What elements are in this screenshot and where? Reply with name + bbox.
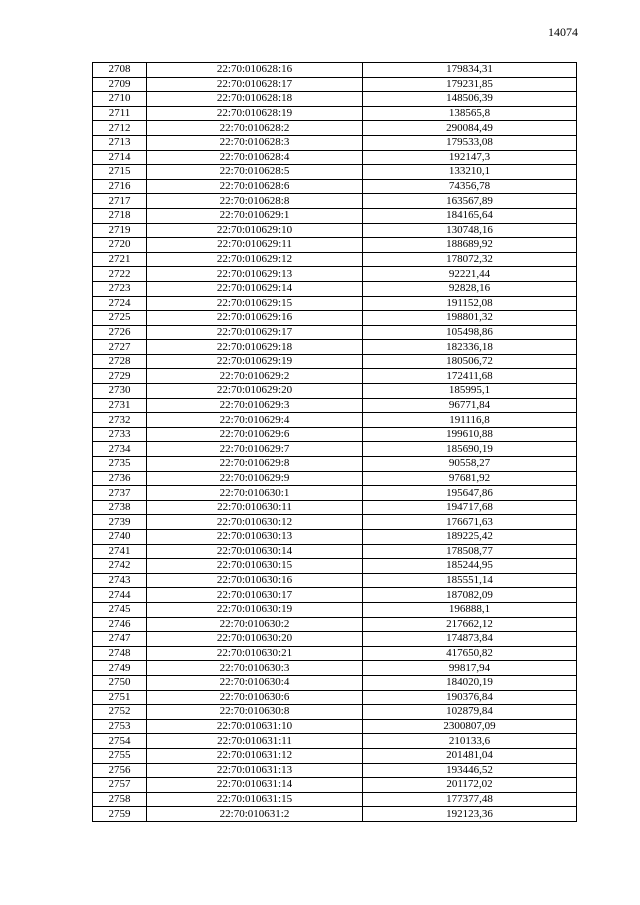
page-number: 14074 xyxy=(548,25,578,39)
cadastral-number-cell: 22:70:010630:8 xyxy=(147,705,363,720)
row-number-cell: 2744 xyxy=(93,588,147,603)
cadastral-number-cell: 22:70:010628:5 xyxy=(147,165,363,180)
row-number-cell: 2711 xyxy=(93,106,147,121)
row-number-cell: 2737 xyxy=(93,486,147,501)
table-row xyxy=(93,223,577,238)
cadastral-number-cell: 22:70:010628:8 xyxy=(147,194,363,209)
cadastral-number-cell: 22:70:010628:16 xyxy=(147,63,363,78)
cadastral-value-cell: 177377,48 xyxy=(363,792,577,807)
table-row xyxy=(93,413,577,428)
cadastral-number-cell: 22:70:010629:4 xyxy=(147,413,363,428)
table-row xyxy=(93,748,577,763)
table-row xyxy=(93,646,577,661)
cadastral-number-cell: 22:70:010630:16 xyxy=(147,573,363,588)
cadastral-value-cell: 217662,12 xyxy=(363,617,577,632)
table-row xyxy=(93,530,577,545)
table-row xyxy=(93,208,577,223)
table-row xyxy=(93,77,577,92)
row-number-cell: 2732 xyxy=(93,413,147,428)
cadastral-value-cell: 290084,49 xyxy=(363,121,577,136)
row-number-cell: 2727 xyxy=(93,340,147,355)
table-row xyxy=(93,457,577,472)
table-body xyxy=(93,63,577,822)
table-row xyxy=(93,354,577,369)
cadastral-number-cell: 22:70:010629:6 xyxy=(147,427,363,442)
table-row xyxy=(93,267,577,282)
cadastral-value-cell: 187082,09 xyxy=(363,588,577,603)
table-row xyxy=(93,92,577,107)
table-row xyxy=(93,675,577,690)
cadastral-value-table xyxy=(92,62,577,822)
cadastral-value-cell: 192123,36 xyxy=(363,807,577,822)
row-number-cell: 2735 xyxy=(93,457,147,472)
cadastral-value-cell: 195647,86 xyxy=(363,486,577,501)
cadastral-number-cell: 22:70:010630:19 xyxy=(147,602,363,617)
cadastral-number-cell: 22:70:010629:16 xyxy=(147,311,363,326)
row-number-cell: 2755 xyxy=(93,748,147,763)
cadastral-number-cell: 22:70:010630:6 xyxy=(147,690,363,705)
cadastral-value-cell: 191116,8 xyxy=(363,413,577,428)
table-row xyxy=(93,690,577,705)
cadastral-number-cell: 22:70:010628:18 xyxy=(147,92,363,107)
cadastral-value-cell: 194717,68 xyxy=(363,500,577,515)
row-number-cell: 2757 xyxy=(93,778,147,793)
table-row xyxy=(93,165,577,180)
table-row xyxy=(93,617,577,632)
table-row xyxy=(93,311,577,326)
row-number-cell: 2758 xyxy=(93,792,147,807)
table-row xyxy=(93,340,577,355)
cadastral-value-cell: 174873,84 xyxy=(363,632,577,647)
cadastral-value-cell: 148506,39 xyxy=(363,92,577,107)
cadastral-number-cell: 22:70:010631:12 xyxy=(147,748,363,763)
table-row xyxy=(93,486,577,501)
table-row xyxy=(93,778,577,793)
table-row xyxy=(93,296,577,311)
row-number-cell: 2715 xyxy=(93,165,147,180)
table-row xyxy=(93,325,577,340)
cadastral-number-cell: 22:70:010631:2 xyxy=(147,807,363,822)
cadastral-value-cell: 97681,92 xyxy=(363,471,577,486)
row-number-cell: 2752 xyxy=(93,705,147,720)
cadastral-number-cell: 22:70:010628:19 xyxy=(147,106,363,121)
row-number-cell: 2745 xyxy=(93,602,147,617)
table-row xyxy=(93,194,577,209)
table-row xyxy=(93,500,577,515)
cadastral-number-cell: 22:70:010628:3 xyxy=(147,135,363,150)
cadastral-value-cell: 201172,02 xyxy=(363,778,577,793)
cadastral-value-cell: 90558,27 xyxy=(363,457,577,472)
cadastral-value-cell: 185551,14 xyxy=(363,573,577,588)
row-number-cell: 2710 xyxy=(93,92,147,107)
row-number-cell: 2751 xyxy=(93,690,147,705)
row-number-cell: 2750 xyxy=(93,675,147,690)
cadastral-number-cell: 22:70:010628:4 xyxy=(147,150,363,165)
row-number-cell: 2720 xyxy=(93,238,147,253)
cadastral-number-cell: 22:70:010629:2 xyxy=(147,369,363,384)
cadastral-number-cell: 22:70:010629:9 xyxy=(147,471,363,486)
cadastral-number-cell: 22:70:010628:2 xyxy=(147,121,363,136)
cadastral-value-cell: 184020,19 xyxy=(363,675,577,690)
row-number-cell: 2712 xyxy=(93,121,147,136)
cadastral-number-cell: 22:70:010630:1 xyxy=(147,486,363,501)
table-row xyxy=(93,281,577,296)
table-row xyxy=(93,121,577,136)
cadastral-number-cell: 22:70:010628:6 xyxy=(147,179,363,194)
cadastral-value-cell: 192147,3 xyxy=(363,150,577,165)
table-row xyxy=(93,398,577,413)
cadastral-number-cell: 22:70:010630:20 xyxy=(147,632,363,647)
cadastral-value-cell: 185690,19 xyxy=(363,442,577,457)
cadastral-number-cell: 22:70:010630:13 xyxy=(147,530,363,545)
cadastral-number-cell: 22:70:010631:13 xyxy=(147,763,363,778)
row-number-cell: 2723 xyxy=(93,281,147,296)
row-number-cell: 2739 xyxy=(93,515,147,530)
cadastral-value-cell: 92221,44 xyxy=(363,267,577,282)
cadastral-number-cell: 22:70:010630:15 xyxy=(147,559,363,574)
cadastral-number-cell: 22:70:010630:21 xyxy=(147,646,363,661)
cadastral-value-cell: 130748,16 xyxy=(363,223,577,238)
cadastral-value-cell: 96771,84 xyxy=(363,398,577,413)
cadastral-value-cell: 179834,31 xyxy=(363,63,577,78)
row-number-cell: 2753 xyxy=(93,719,147,734)
cadastral-number-cell: 22:70:010629:18 xyxy=(147,340,363,355)
cadastral-number-cell: 22:70:010629:1 xyxy=(147,208,363,223)
table-row xyxy=(93,238,577,253)
cadastral-value-cell: 417650,82 xyxy=(363,646,577,661)
table-row xyxy=(93,573,577,588)
cadastral-number-cell: 22:70:010631:14 xyxy=(147,778,363,793)
row-number-cell: 2716 xyxy=(93,179,147,194)
cadastral-value-cell: 199610,88 xyxy=(363,427,577,442)
table-row xyxy=(93,471,577,486)
row-number-cell: 2747 xyxy=(93,632,147,647)
row-number-cell: 2740 xyxy=(93,530,147,545)
cadastral-number-cell: 22:70:010629:20 xyxy=(147,384,363,399)
row-number-cell: 2728 xyxy=(93,354,147,369)
cadastral-number-cell: 22:70:010628:17 xyxy=(147,77,363,92)
cadastral-number-cell: 22:70:010629:17 xyxy=(147,325,363,340)
cadastral-value-cell: 185995,1 xyxy=(363,384,577,399)
table-row xyxy=(93,705,577,720)
table-row xyxy=(93,807,577,822)
row-number-cell: 2726 xyxy=(93,325,147,340)
table-row xyxy=(93,369,577,384)
cadastral-number-cell: 22:70:010629:11 xyxy=(147,238,363,253)
row-number-cell: 2756 xyxy=(93,763,147,778)
row-number-cell: 2759 xyxy=(93,807,147,822)
cadastral-number-cell: 22:70:010630:2 xyxy=(147,617,363,632)
row-number-cell: 2719 xyxy=(93,223,147,238)
cadastral-value-cell: 201481,04 xyxy=(363,748,577,763)
cadastral-number-cell: 22:70:010629:14 xyxy=(147,281,363,296)
table-row xyxy=(93,427,577,442)
table-row xyxy=(93,559,577,574)
cadastral-number-cell: 22:70:010629:13 xyxy=(147,267,363,282)
row-number-cell: 2729 xyxy=(93,369,147,384)
cadastral-number-cell: 22:70:010631:11 xyxy=(147,734,363,749)
cadastral-value-cell: 163567,89 xyxy=(363,194,577,209)
cadastral-value-cell: 133210,1 xyxy=(363,165,577,180)
table-row xyxy=(93,763,577,778)
cadastral-number-cell: 22:70:010629:3 xyxy=(147,398,363,413)
row-number-cell: 2724 xyxy=(93,296,147,311)
cadastral-value-cell: 176671,63 xyxy=(363,515,577,530)
cadastral-value-cell: 179231,85 xyxy=(363,77,577,92)
cadastral-number-cell: 22:70:010630:14 xyxy=(147,544,363,559)
cadastral-value-cell: 138565,8 xyxy=(363,106,577,121)
cadastral-number-cell: 22:70:010630:17 xyxy=(147,588,363,603)
cadastral-value-cell: 178072,32 xyxy=(363,252,577,267)
row-number-cell: 2746 xyxy=(93,617,147,632)
cadastral-value-cell: 178508,77 xyxy=(363,544,577,559)
cadastral-value-cell: 188689,92 xyxy=(363,238,577,253)
row-number-cell: 2717 xyxy=(93,194,147,209)
table-row xyxy=(93,632,577,647)
table-row xyxy=(93,515,577,530)
row-number-cell: 2736 xyxy=(93,471,147,486)
cadastral-number-cell: 22:70:010629:12 xyxy=(147,252,363,267)
row-number-cell: 2749 xyxy=(93,661,147,676)
cadastral-number-cell: 22:70:010631:10 xyxy=(147,719,363,734)
cadastral-number-cell: 22:70:010630:11 xyxy=(147,500,363,515)
row-number-cell: 2731 xyxy=(93,398,147,413)
table-row xyxy=(93,179,577,194)
row-number-cell: 2721 xyxy=(93,252,147,267)
table-row xyxy=(93,792,577,807)
table-row xyxy=(93,150,577,165)
table-row xyxy=(93,544,577,559)
row-number-cell: 2733 xyxy=(93,427,147,442)
row-number-cell: 2738 xyxy=(93,500,147,515)
cadastral-value-cell: 172411,68 xyxy=(363,369,577,384)
cadastral-number-cell: 22:70:010629:19 xyxy=(147,354,363,369)
table-row xyxy=(93,106,577,121)
row-number-cell: 2714 xyxy=(93,150,147,165)
cadastral-value-cell: 198801,32 xyxy=(363,311,577,326)
cadastral-value-cell: 102879,84 xyxy=(363,705,577,720)
table-row xyxy=(93,602,577,617)
cadastral-value-cell: 191152,08 xyxy=(363,296,577,311)
cadastral-number-cell: 22:70:010630:12 xyxy=(147,515,363,530)
row-number-cell: 2725 xyxy=(93,311,147,326)
cadastral-number-cell: 22:70:010630:3 xyxy=(147,661,363,676)
cadastral-value-cell: 179533,08 xyxy=(363,135,577,150)
table-row xyxy=(93,442,577,457)
row-number-cell: 2718 xyxy=(93,208,147,223)
cadastral-value-cell: 185244,95 xyxy=(363,559,577,574)
cadastral-number-cell: 22:70:010630:4 xyxy=(147,675,363,690)
table-row xyxy=(93,661,577,676)
row-number-cell: 2713 xyxy=(93,135,147,150)
row-number-cell: 2748 xyxy=(93,646,147,661)
cadastral-value-cell: 196888,1 xyxy=(363,602,577,617)
table-row xyxy=(93,384,577,399)
cadastral-number-cell: 22:70:010629:8 xyxy=(147,457,363,472)
cadastral-number-cell: 22:70:010629:7 xyxy=(147,442,363,457)
cadastral-value-cell: 105498,86 xyxy=(363,325,577,340)
row-number-cell: 2742 xyxy=(93,559,147,574)
cadastral-value-cell: 92828,16 xyxy=(363,281,577,296)
row-number-cell: 2722 xyxy=(93,267,147,282)
table-row xyxy=(93,135,577,150)
table-row xyxy=(93,719,577,734)
row-number-cell: 2741 xyxy=(93,544,147,559)
table-row xyxy=(93,252,577,267)
cadastral-value-cell: 210133,6 xyxy=(363,734,577,749)
cadastral-number-cell: 22:70:010631:15 xyxy=(147,792,363,807)
table-row xyxy=(93,63,577,78)
cadastral-value-cell: 99817,94 xyxy=(363,661,577,676)
row-number-cell: 2743 xyxy=(93,573,147,588)
cadastral-value-cell: 184165,64 xyxy=(363,208,577,223)
cadastral-value-cell: 193446,52 xyxy=(363,763,577,778)
row-number-cell: 2730 xyxy=(93,384,147,399)
row-number-cell: 2754 xyxy=(93,734,147,749)
row-number-cell: 2708 xyxy=(93,63,147,78)
cadastral-number-cell: 22:70:010629:15 xyxy=(147,296,363,311)
table-row xyxy=(93,734,577,749)
cadastral-number-cell: 22:70:010629:10 xyxy=(147,223,363,238)
cadastral-value-cell: 182336,18 xyxy=(363,340,577,355)
cadastral-value-cell: 190376,84 xyxy=(363,690,577,705)
row-number-cell: 2709 xyxy=(93,77,147,92)
cadastral-value-cell: 2300807,09 xyxy=(363,719,577,734)
cadastral-value-cell: 180506,72 xyxy=(363,354,577,369)
cadastral-value-cell: 74356,78 xyxy=(363,179,577,194)
table-row xyxy=(93,588,577,603)
row-number-cell: 2734 xyxy=(93,442,147,457)
cadastral-value-cell: 189225,42 xyxy=(363,530,577,545)
